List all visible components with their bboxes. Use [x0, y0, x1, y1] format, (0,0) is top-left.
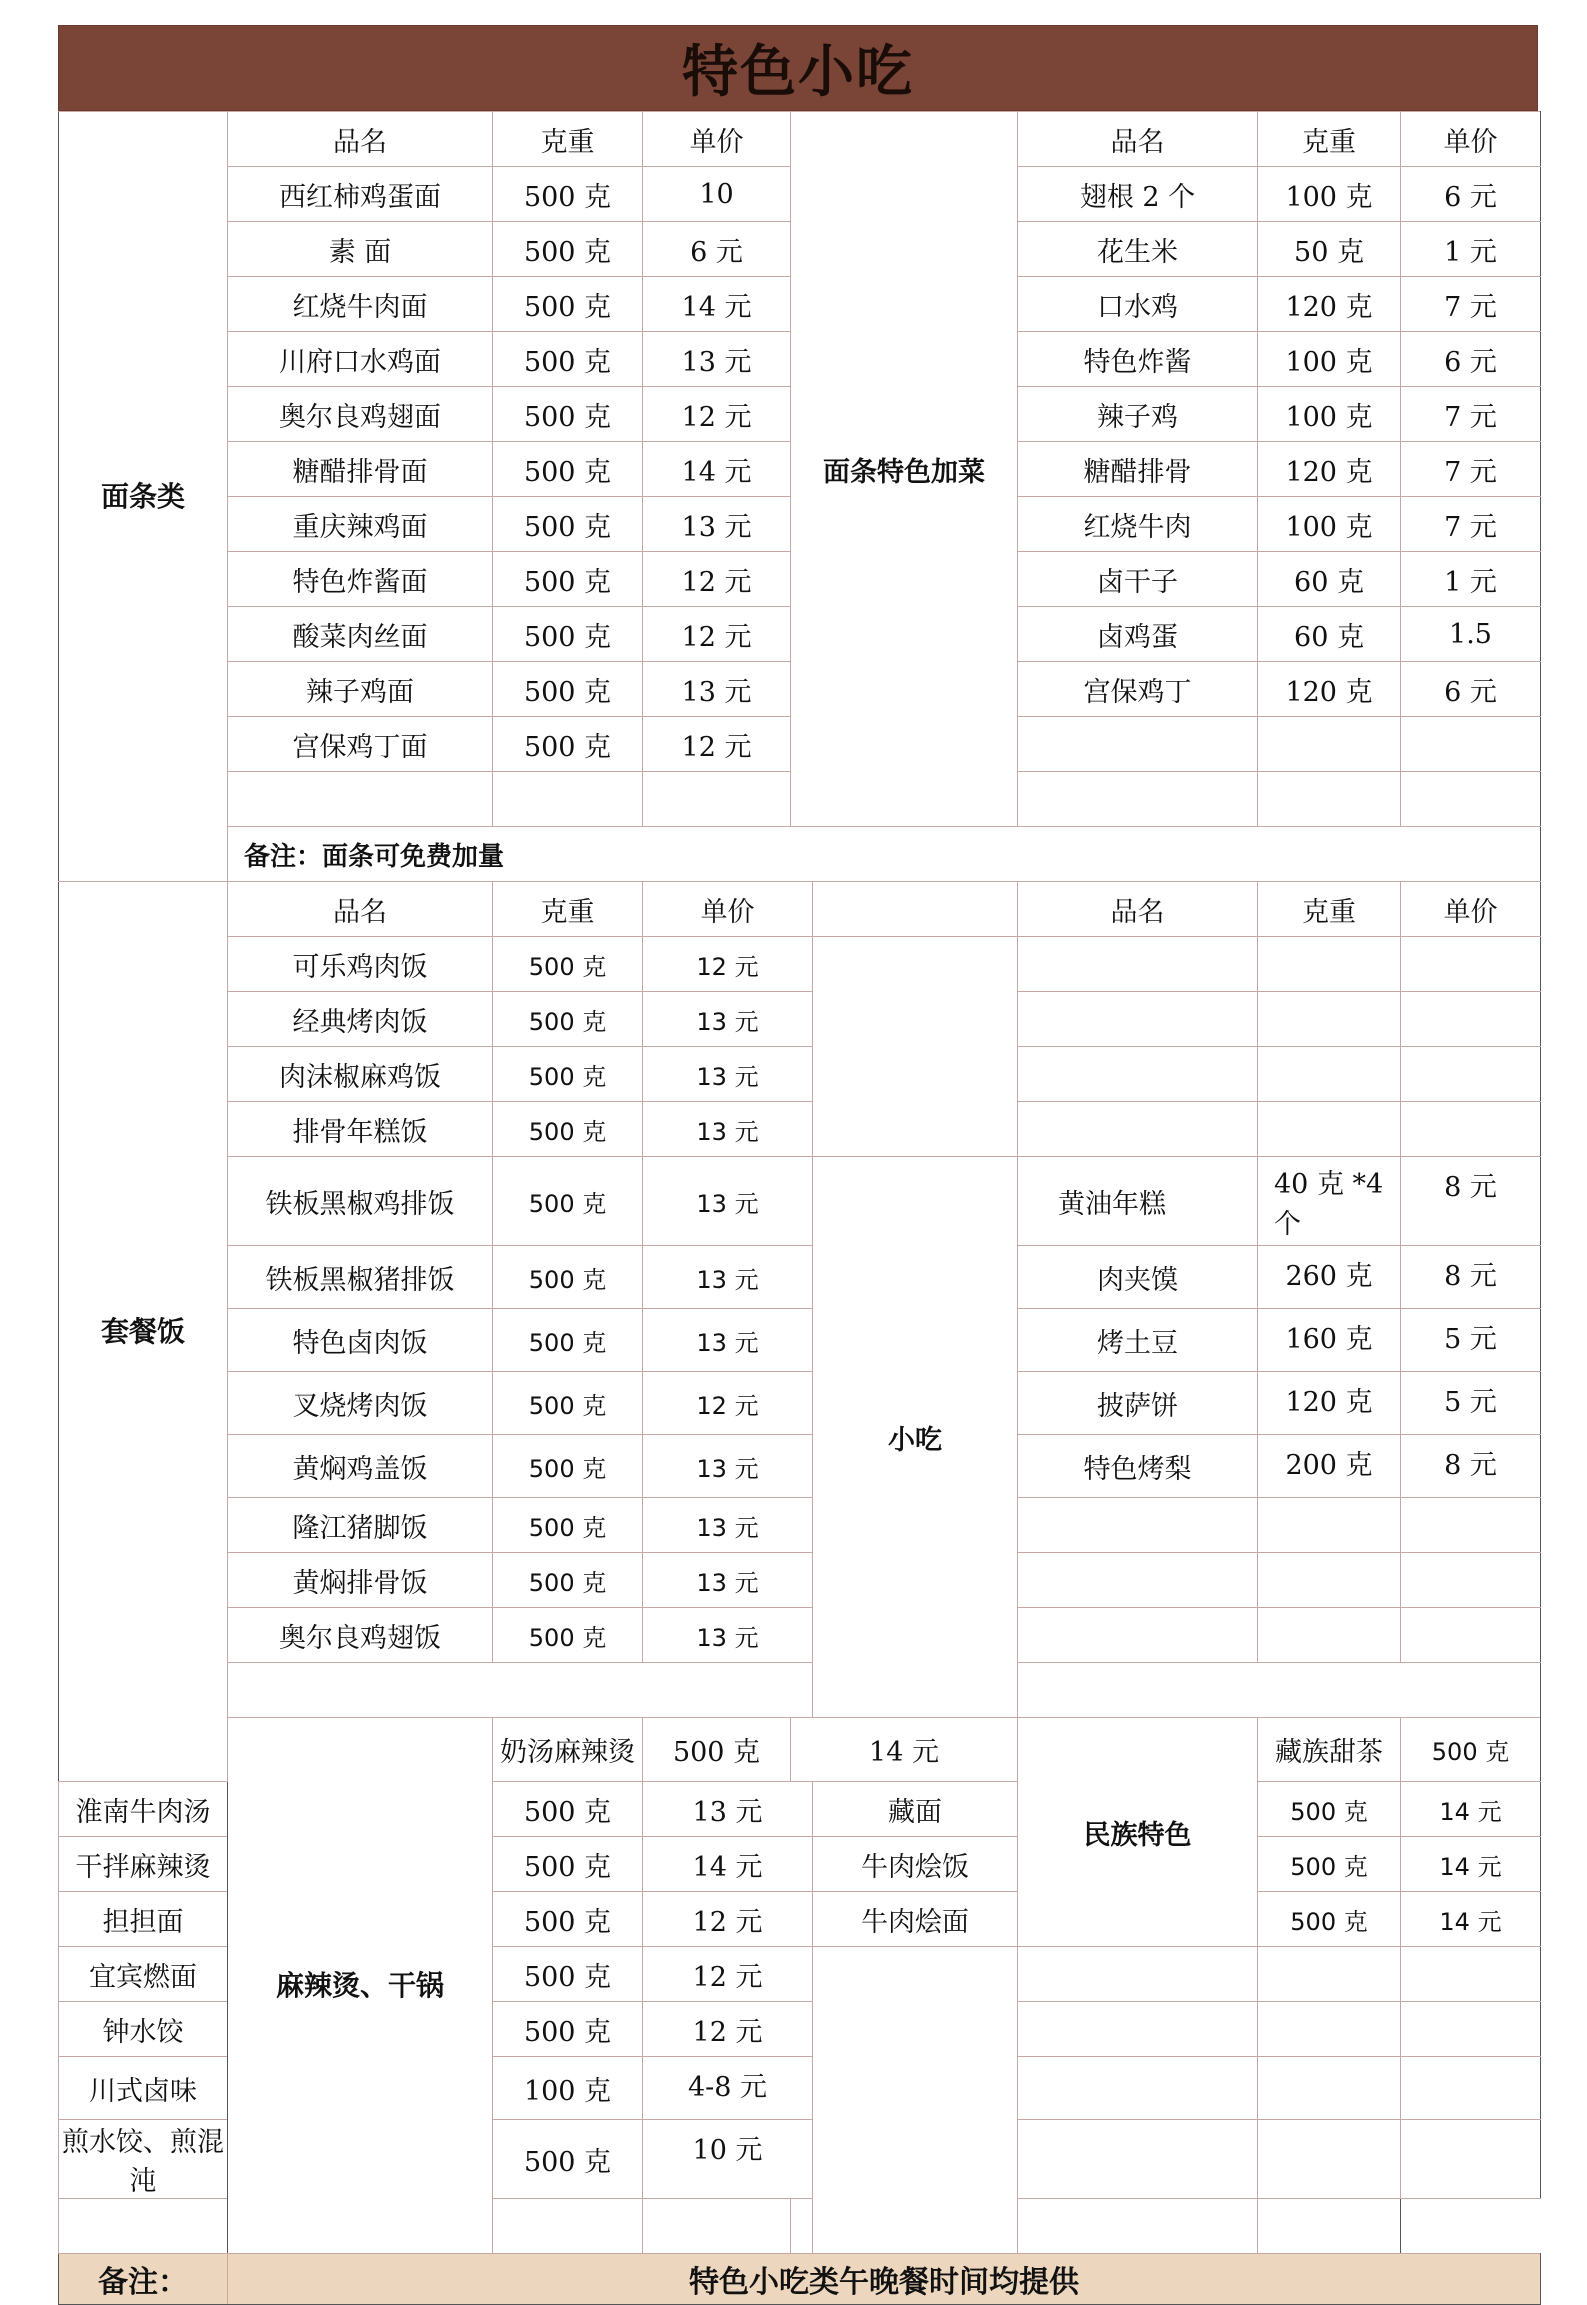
item-weight: 500 克 [493, 1435, 643, 1498]
item-weight: 500 克 [493, 222, 643, 277]
empty-cell [1018, 1947, 1258, 2002]
middle-label-noodle-addons: 面条特色加菜 [791, 112, 1018, 827]
empty-cell [1258, 1553, 1401, 1608]
item-price: 13 元 [643, 1309, 813, 1372]
empty-cell [643, 2199, 791, 2254]
table-row [59, 1309, 1541, 1372]
middle-blank [813, 1947, 1018, 2254]
empty-cell [1018, 2199, 1258, 2254]
middle-blank [813, 882, 1018, 937]
item-price: 8 元 [1401, 1435, 1541, 1498]
empty-cell [228, 772, 493, 827]
item-weight: 500 克 [493, 2002, 643, 2057]
item-weight: 100 克 [1258, 332, 1401, 387]
item-price: 13 元 [643, 1782, 813, 1837]
table-row [59, 1372, 1541, 1435]
empty-cell [1018, 2057, 1258, 2120]
empty-cell [1258, 1102, 1401, 1157]
empty-cell [1401, 1102, 1541, 1157]
item-price: 8 元 [1401, 1157, 1541, 1246]
item-weight: 50 克 [1258, 222, 1401, 277]
item-weight: 500 克 [493, 167, 643, 222]
item-weight: 500 克 [493, 937, 643, 992]
item-price: 7 元 [1401, 497, 1541, 552]
item-name: 藏族甜茶 [1258, 1718, 1401, 1782]
item-name: 黄焖排骨饭 [228, 1553, 493, 1608]
empty-cell [1258, 2199, 1401, 2254]
item-weight: 500 克 [643, 1718, 791, 1782]
item-weight: 500 克 [1258, 1892, 1401, 1947]
item-price: 14 元 [1401, 1837, 1541, 1892]
item-name: 红烧牛肉 [1018, 497, 1258, 552]
item-price: 14 元 [643, 442, 791, 497]
item-weight: 60 克 [1258, 552, 1401, 607]
item-price: 10 元 [643, 2120, 813, 2199]
empty-cell [1258, 992, 1401, 1047]
item-price: 12 元 [643, 552, 791, 607]
item-name: 特色炸酱面 [228, 552, 493, 607]
item-weight: 500 克 [493, 1947, 643, 2002]
item-weight: 40 克 *4 个 [1258, 1157, 1401, 1246]
item-price: 12 元 [643, 387, 791, 442]
item-weight: 500 克 [493, 1498, 643, 1553]
item-weight: 500 克 [493, 1553, 643, 1608]
empty-cell [1018, 1498, 1258, 1553]
item-name: 奥尔良鸡翅面 [228, 387, 493, 442]
item-name: 淮南牛肉汤 [59, 1782, 228, 1837]
item-price: 13 元 [643, 1246, 813, 1309]
item-name: 重庆辣鸡面 [228, 497, 493, 552]
item-price: 13 元 [643, 1102, 813, 1157]
item-weight: 500 克 [493, 1309, 643, 1372]
item-name: 川式卤味 [59, 2057, 228, 2120]
item-weight: 500 克 [493, 332, 643, 387]
item-price: 12 元 [643, 717, 791, 772]
item-name: 西红柿鸡蛋面 [228, 167, 493, 222]
empty-cell [1258, 1608, 1401, 1663]
item-weight: 500 克 [493, 1608, 643, 1663]
empty-cell [1401, 1047, 1541, 1102]
empty-cell [1401, 1608, 1541, 1663]
table-row [59, 1553, 1541, 1608]
item-price: 12 元 [643, 1947, 813, 2002]
empty-cell [1258, 2120, 1401, 2199]
item-price: 1 元 [1401, 222, 1541, 277]
empty-cell [1401, 717, 1541, 772]
header-name: 品名 [1018, 112, 1258, 167]
header-name: 品名 [228, 112, 493, 167]
item-price: 14 元 [1401, 1892, 1541, 1947]
empty-cell [1018, 937, 1258, 992]
table-row [59, 937, 1541, 992]
item-name: 糖醋排骨面 [228, 442, 493, 497]
empty-cell [1258, 2002, 1401, 2057]
item-name: 牛肉烩饭 [813, 1837, 1018, 1892]
empty-cell [1018, 1047, 1258, 1102]
item-price: 1.5 [1401, 607, 1541, 662]
item-weight: 260 克 [1258, 1246, 1401, 1309]
item-price: 13 元 [643, 332, 791, 387]
item-price: 7 元 [1401, 442, 1541, 497]
table-row [59, 1246, 1541, 1309]
table-row [59, 992, 1541, 1047]
empty-cell [1258, 1947, 1401, 2002]
empty-cell [228, 1663, 1541, 1718]
header-price: 单价 [1401, 112, 1541, 167]
item-name: 担担面 [59, 1892, 228, 1947]
empty-cell [1258, 772, 1401, 827]
header-price: 单价 [1401, 882, 1541, 937]
header-price: 单价 [643, 882, 813, 937]
item-price: 12 元 [643, 2002, 813, 2057]
item-price: 5 元 [1401, 1309, 1541, 1372]
item-name: 煎水饺、煎混沌 [59, 2120, 228, 2199]
category-spicy: 麻辣烫、干锅 [228, 1718, 493, 2254]
category-noodles: 面条类 [59, 112, 228, 882]
item-name: 素 面 [228, 222, 493, 277]
item-price: 12 元 [643, 937, 813, 992]
empty-cell [493, 772, 643, 827]
item-weight: 500 克 [493, 1782, 643, 1837]
middle-label-ethnic: 民族特色 [1018, 1718, 1258, 1947]
item-price: 12 元 [643, 1892, 813, 1947]
item-name: 叉烧烤肉饭 [228, 1372, 493, 1435]
item-price: 12 元 [643, 1372, 813, 1435]
item-weight: 500 克 [493, 1246, 643, 1309]
table-row [59, 1102, 1541, 1157]
item-weight: 500 克 [493, 1892, 643, 1947]
item-name: 铁板黑椒猪排饭 [228, 1246, 493, 1309]
noodle-note: 备注：面条可免费加量 [228, 827, 1541, 882]
table-row [59, 882, 1541, 937]
item-price: 1 元 [1401, 552, 1541, 607]
item-weight: 500 克 [493, 1372, 643, 1435]
empty-cell [1401, 2002, 1541, 2057]
item-weight: 500 克 [1258, 1837, 1401, 1892]
header-weight: 克重 [493, 112, 643, 167]
item-weight: 500 克 [1258, 1782, 1401, 1837]
table-row [59, 1047, 1541, 1102]
item-price: 14 元 [643, 1837, 813, 1892]
item-price: 6 元 [1401, 332, 1541, 387]
menu-title: 特色小吃 [58, 25, 1538, 111]
item-name: 奥尔良鸡翅饭 [228, 1608, 493, 1663]
item-weight: 160 克 [1258, 1309, 1401, 1372]
item-price: 13 元 [643, 992, 813, 1047]
item-price: 6 元 [643, 222, 791, 277]
item-weight: 500 克 [1401, 1718, 1541, 1782]
item-weight: 500 克 [493, 1157, 643, 1246]
item-weight: 100 克 [493, 2057, 643, 2120]
item-price: 6 元 [1401, 662, 1541, 717]
item-price: 13 元 [643, 497, 791, 552]
empty-cell [791, 2199, 813, 2254]
table-row [59, 1157, 1541, 1246]
item-name: 干拌麻辣烫 [59, 1837, 228, 1892]
item-weight: 500 克 [493, 277, 643, 332]
item-name: 卤干子 [1018, 552, 1258, 607]
item-price: 13 元 [643, 662, 791, 717]
item-name: 卤鸡蛋 [1018, 607, 1258, 662]
item-weight: 100 克 [1258, 497, 1401, 552]
item-weight: 60 克 [1258, 607, 1401, 662]
menu-table [58, 111, 1541, 2305]
item-name: 黄油年糕 [1018, 1157, 1258, 1246]
header-name: 品名 [228, 882, 493, 937]
item-weight: 500 克 [493, 2120, 643, 2199]
footer-text: 特色小吃类午晚餐时间均提供 [228, 2254, 1541, 2305]
item-weight: 120 克 [1258, 277, 1401, 332]
empty-cell [1018, 2002, 1258, 2057]
item-price: 13 元 [643, 1498, 813, 1553]
item-weight: 500 克 [493, 1837, 643, 1892]
item-price: 12 元 [643, 607, 791, 662]
table-row [59, 1435, 1541, 1498]
empty-cell [1401, 772, 1541, 827]
middle-label-snacks: 小吃 [813, 1157, 1018, 1718]
empty-cell [1258, 1498, 1401, 1553]
item-weight: 100 克 [1258, 167, 1401, 222]
item-weight: 500 克 [493, 992, 643, 1047]
empty-cell [1258, 937, 1401, 992]
item-price: 5 元 [1401, 1372, 1541, 1435]
item-name: 川府口水鸡面 [228, 332, 493, 387]
item-name: 宜宾燃面 [59, 1947, 228, 2002]
item-weight: 500 克 [493, 552, 643, 607]
item-name: 奶汤麻辣烫 [493, 1718, 643, 1782]
item-name: 肉沫椒麻鸡饭 [228, 1047, 493, 1102]
empty-cell [643, 772, 791, 827]
table-row [59, 1663, 1541, 1718]
empty-cell [1018, 772, 1258, 827]
item-price: 6 元 [1401, 167, 1541, 222]
item-name: 牛肉烩面 [813, 1892, 1018, 1947]
empty-cell [1258, 2057, 1401, 2120]
category-rice: 套餐饭 [59, 882, 228, 1782]
item-name: 特色炸酱 [1018, 332, 1258, 387]
empty-cell [1401, 2120, 1541, 2199]
empty-cell [1401, 992, 1541, 1047]
table-row [59, 1498, 1541, 1553]
item-name: 隆江猪脚饭 [228, 1498, 493, 1553]
item-price: 13 元 [643, 1047, 813, 1102]
header-name: 品名 [1018, 882, 1258, 937]
item-name: 烤土豆 [1018, 1309, 1258, 1372]
empty-cell [1401, 2057, 1541, 2120]
item-weight: 500 克 [493, 662, 643, 717]
item-name: 酸菜肉丝面 [228, 607, 493, 662]
item-name: 特色烤梨 [1018, 1435, 1258, 1498]
item-weight: 100 克 [1258, 387, 1401, 442]
item-name: 口水鸡 [1018, 277, 1258, 332]
item-price: 7 元 [1401, 277, 1541, 332]
item-weight: 120 克 [1258, 1372, 1401, 1435]
header-weight: 克重 [1258, 112, 1401, 167]
table-row [59, 112, 1541, 167]
menu-sheet [58, 25, 1538, 2305]
item-name: 辣子鸡面 [228, 662, 493, 717]
item-name: 可乐鸡肉饭 [228, 937, 493, 992]
item-name: 特色卤肉饭 [228, 1309, 493, 1372]
footer-label: 备注： [59, 2254, 228, 2305]
empty-cell [1258, 1047, 1401, 1102]
item-name: 钟水饺 [59, 2002, 228, 2057]
table-row [59, 1718, 1541, 1782]
item-weight: 500 克 [493, 497, 643, 552]
item-name: 红烧牛肉面 [228, 277, 493, 332]
item-price: 7 元 [1401, 387, 1541, 442]
item-weight: 500 克 [493, 607, 643, 662]
item-price: 13 元 [643, 1553, 813, 1608]
item-price: 10 [643, 167, 791, 222]
empty-cell [1401, 937, 1541, 992]
header-weight: 克重 [493, 882, 643, 937]
empty-cell [1018, 1553, 1258, 1608]
item-name: 铁板黑椒鸡排饭 [228, 1157, 493, 1246]
table-row [59, 1608, 1541, 1663]
item-name: 花生米 [1018, 222, 1258, 277]
empty-cell [1401, 1947, 1541, 2002]
item-name: 披萨饼 [1018, 1372, 1258, 1435]
item-name: 宫保鸡丁 [1018, 662, 1258, 717]
item-name: 排骨年糕饭 [228, 1102, 493, 1157]
item-name: 黄焖鸡盖饭 [228, 1435, 493, 1498]
empty-cell [1018, 717, 1258, 772]
item-weight: 500 克 [493, 1102, 643, 1157]
empty-cell [1018, 992, 1258, 1047]
empty-cell [1258, 717, 1401, 772]
item-price: 13 元 [643, 1608, 813, 1663]
table-row [59, 2254, 1541, 2305]
empty-cell [1018, 2120, 1258, 2199]
table-row [59, 827, 1541, 882]
item-name: 糖醋排骨 [1018, 442, 1258, 497]
item-name: 经典烤肉饭 [228, 992, 493, 1047]
item-price: 4-8 元 [643, 2057, 813, 2120]
item-name: 翅根 2 个 [1018, 167, 1258, 222]
item-price: 13 元 [643, 1435, 813, 1498]
empty-cell [1401, 1553, 1541, 1608]
item-price: 8 元 [1401, 1246, 1541, 1309]
item-name: 藏面 [813, 1782, 1018, 1837]
empty-cell [493, 2199, 643, 2254]
header-weight: 克重 [1258, 882, 1401, 937]
empty-cell [1018, 1102, 1258, 1157]
item-name: 肉夹馍 [1018, 1246, 1258, 1309]
item-weight: 500 克 [493, 717, 643, 772]
item-weight: 500 克 [493, 442, 643, 497]
item-weight: 500 克 [493, 1047, 643, 1102]
empty-cell [1401, 1498, 1541, 1553]
item-price: 14 元 [1401, 1782, 1541, 1837]
header-price: 单价 [643, 112, 791, 167]
item-weight: 120 克 [1258, 662, 1401, 717]
middle-blank [813, 937, 1018, 1157]
item-weight: 500 克 [493, 387, 643, 442]
item-price: 14 元 [643, 277, 791, 332]
empty-cell [59, 2199, 228, 2254]
item-name: 宫保鸡丁面 [228, 717, 493, 772]
item-price: 14 元 [791, 1718, 1018, 1782]
item-price: 13 元 [643, 1157, 813, 1246]
item-name: 辣子鸡 [1018, 387, 1258, 442]
empty-cell [1018, 1608, 1258, 1663]
item-weight: 200 克 [1258, 1435, 1401, 1498]
item-weight: 120 克 [1258, 442, 1401, 497]
